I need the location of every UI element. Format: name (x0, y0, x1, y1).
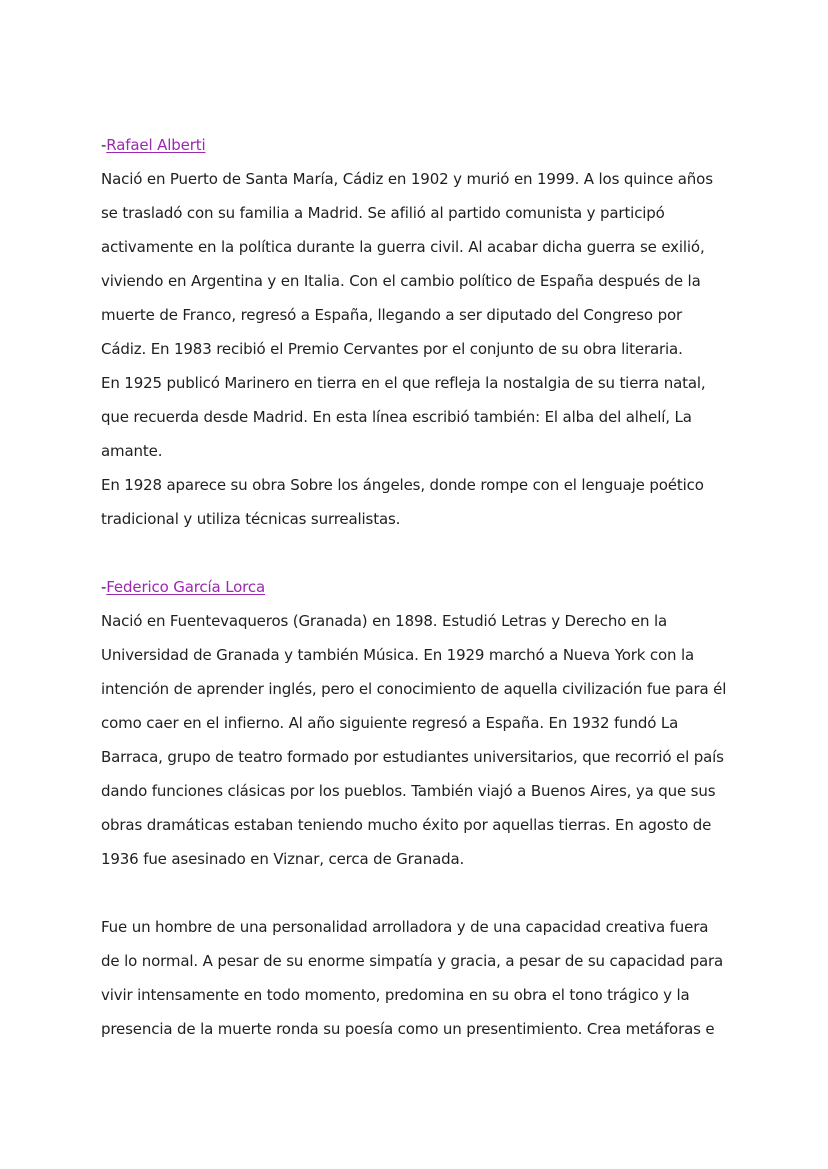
body-line: vivir intensamente en todo momento, predomina en su obra el tono trágico y la (101, 986, 690, 1004)
federico-garcia-lorca-link[interactable]: Federico García Lorca (106, 578, 266, 596)
body-line: se trasladó con su familia a Madrid. Se afilió al partido comunista y participó (101, 204, 665, 222)
body-line: Fue un hombre de una personalidad arrolladora y de una capacidad creativa fuera (101, 918, 709, 936)
body-line: Nació en Fuentevaqueros (Granada) en 1898. Estudió Letras y Derecho en la (101, 612, 668, 630)
body-line: dando funciones clásicas por los pueblos. También viajó a Buenos Aires, ya que sus (101, 782, 716, 800)
heading-dash: - (101, 578, 107, 596)
section-heading (101, 128, 731, 162)
body-line: intención de aprender inglés, pero el conocimiento de aquella civilización fue para él (101, 680, 727, 698)
body-line: Nació en Puerto de Santa María, Cádiz en 1902 y murió en 1999. A los quince años (101, 170, 713, 188)
body-line: Barraca, grupo de teatro formado por estudiantes universitarios, que recorrió el país (101, 748, 724, 766)
section-federico-garcia-lorca (101, 570, 731, 1046)
body-line: activamente en la política durante la guerra civil. Al acabar dicha guerra se exilió, (101, 238, 705, 256)
body-line: En 1928 aparece su obra Sobre los ángeles, donde rompe con el lenguaje poético (101, 476, 704, 494)
section-rafael-alberti (101, 128, 731, 536)
section-heading (101, 570, 731, 604)
body-line: de lo normal. A pesar de su enorme simpatía y gracia, a pesar de su capacidad para (101, 952, 724, 970)
body-line: 1936 fue asesinado en Viznar, cerca de Granada. (101, 850, 465, 868)
rafael-alberti-link[interactable]: Rafael Alberti (106, 136, 206, 154)
body-line: que recuerda desde Madrid. En esta línea escribió también: El alba del alhelí, La (101, 408, 692, 426)
body-line: amante. (101, 442, 163, 460)
heading-dash: - (101, 136, 107, 154)
body-line: presencia de la muerte ronda su poesía como un presentimiento. Crea metáforas e (101, 1020, 715, 1038)
body-line: En 1925 publicó Marinero en tierra en el que refleja la nostalgia de su tierra natal, (101, 374, 706, 392)
body-line: como caer en el infierno. Al año siguiente regresó a España. En 1932 fundó La (101, 714, 679, 732)
body-line: Cádiz. En 1983 recibió el Premio Cervantes por el conjunto de su obra literaria. (101, 340, 683, 358)
body-line: tradicional y utiliza técnicas surrealistas. (101, 510, 401, 528)
body-line: obras dramáticas estaban teniendo mucho éxito por aquellas tierras. En agosto de (101, 816, 712, 834)
document-page (101, 128, 731, 1046)
body-line: muerte de Franco, regresó a España, llegando a ser diputado del Congreso por (101, 306, 682, 324)
body-line: Universidad de Granada y también Música. En 1929 marchó a Nueva York con la (101, 646, 695, 664)
body-line: viviendo en Argentina y en Italia. Con el cambio político de España después de la (101, 272, 701, 290)
paragraph-spacer (101, 876, 731, 910)
paragraph-spacer (101, 536, 731, 570)
